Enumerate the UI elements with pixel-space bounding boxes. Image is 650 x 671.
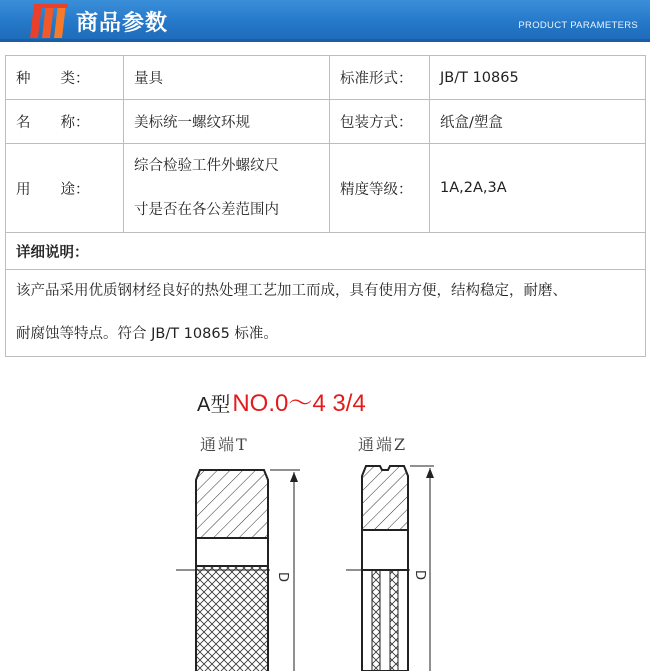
details-title: 详细说明： <box>6 233 646 270</box>
go-gauge-dimension <box>270 470 300 671</box>
use-value <box>124 144 330 233</box>
use-label: 用 途： <box>6 144 124 233</box>
accuracy-value: 1A,2A,3A <box>430 144 646 233</box>
accuracy-label: 精度等级： <box>330 144 430 233</box>
model-title <box>197 383 366 418</box>
brand-logo-icon <box>28 0 72 42</box>
kind-value: 量具 <box>124 56 330 100</box>
model-type: A型 <box>197 394 231 416</box>
page-subtitle: PRODUCT PARAMETERS <box>518 20 638 31</box>
package-label: 包装方式： <box>330 100 430 144</box>
page-title: 商品参数 <box>76 11 169 36</box>
table-row <box>6 100 646 144</box>
table-row <box>6 56 646 100</box>
table-row <box>6 270 646 357</box>
standard-label: 标准形式： <box>330 56 430 100</box>
use-value-line2: 寸是否在各公差范围内 <box>134 202 279 218</box>
name-label: 名 称： <box>6 100 124 144</box>
details-line1: 该产品采用优质钢材经良好的热处理工艺加工而成，具有使用方便，结构稳定，耐磨、 <box>16 283 567 299</box>
no-go-dimension-label: D <box>412 570 427 581</box>
parameters-table <box>5 55 646 357</box>
no-go-gauge-label: 通端Z <box>358 435 408 454</box>
go-gauge-label: 通端T <box>200 435 249 454</box>
details-line2: 耐腐蚀等特点。符合 JB/T 10865 标准。 <box>16 326 278 342</box>
no-go-gauge-section <box>346 466 410 671</box>
table-row <box>6 233 646 270</box>
banner-stripe <box>0 39 650 42</box>
standard-value: JB/T 10865 <box>430 56 646 100</box>
no-go-gauge-dimension <box>410 466 434 671</box>
model-range: NO.0～4 3/4 <box>232 390 366 417</box>
use-value-line1: 综合检验工件外螺纹尺 <box>134 158 279 174</box>
header-banner <box>0 0 650 42</box>
technical-drawing <box>0 420 650 671</box>
details-body <box>6 270 646 357</box>
go-dimension-label: D <box>275 572 290 583</box>
go-gauge-section <box>176 470 270 671</box>
table-row <box>6 144 646 233</box>
kind-label: 种 类： <box>6 56 124 100</box>
package-value: 纸盒/塑盒 <box>430 100 646 144</box>
name-value: 美标统一螺纹环规 <box>124 100 330 144</box>
